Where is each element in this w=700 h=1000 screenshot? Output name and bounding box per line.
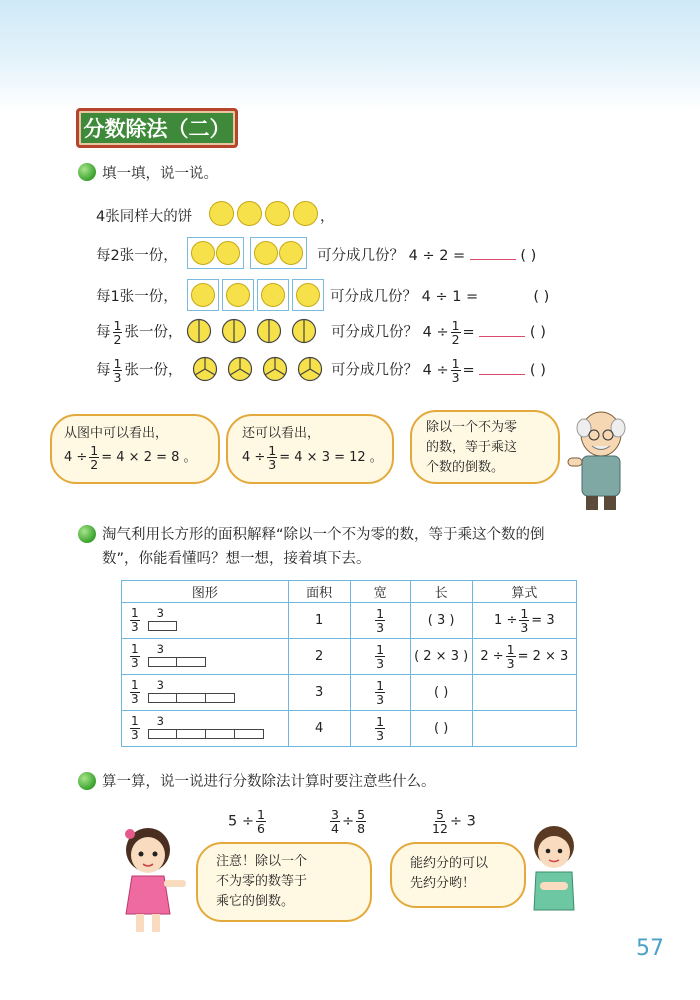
shape-cell xyxy=(122,639,289,675)
denominator: 3 xyxy=(376,728,385,743)
cake-icon xyxy=(191,283,215,307)
row4-prefix xyxy=(96,357,182,384)
denominator: 2 xyxy=(113,332,122,347)
row2-prefix: 每1张一份， xyxy=(96,289,178,305)
expr-text: 4 ÷ xyxy=(242,450,266,465)
denominator: 2 xyxy=(90,457,99,472)
bar-segment xyxy=(177,694,206,702)
bubble-expression xyxy=(64,444,218,471)
question-text: 可分成几份？ xyxy=(330,289,417,305)
lesson-title: 分数除法（二） xyxy=(76,108,238,148)
denominator: 3 xyxy=(131,692,139,706)
fraction xyxy=(267,444,277,471)
bullet-dot-icon xyxy=(78,163,96,181)
area-table xyxy=(121,580,577,747)
numerator: 5 xyxy=(357,807,366,822)
denominator: 3 xyxy=(520,620,529,635)
grandpa-teacher-illustration xyxy=(562,408,640,512)
denominator: 3 xyxy=(376,656,385,671)
expression: 4 ÷ xyxy=(422,362,449,379)
bar-segment xyxy=(177,730,206,738)
denominator: 3 xyxy=(113,370,122,385)
cake-icon xyxy=(293,201,318,226)
table-row xyxy=(122,639,577,675)
bar-length-label: 3 xyxy=(156,677,164,692)
fraction xyxy=(113,357,123,384)
intro-text: 4张同样大的饼 xyxy=(96,209,193,225)
numerator: 1 xyxy=(506,642,515,657)
rectangle-bar xyxy=(148,693,235,703)
problem-1[interactable] xyxy=(228,808,268,835)
shape-cell xyxy=(122,603,289,639)
length-cell[interactable]: ( ) xyxy=(410,675,472,711)
fraction xyxy=(130,607,140,634)
length-cell[interactable]: ( ) xyxy=(410,711,472,747)
shape-cell xyxy=(122,675,289,711)
row2-question xyxy=(330,285,549,306)
bubble-text: 先约分哟！ xyxy=(410,876,476,891)
fraction xyxy=(375,607,385,634)
formula-cell[interactable] xyxy=(472,711,576,747)
bar-segment xyxy=(149,694,178,702)
header-shape: 图形 xyxy=(122,581,289,603)
numerator: 3 xyxy=(331,807,339,822)
area-cell: 1 xyxy=(288,603,350,639)
table-row xyxy=(122,675,577,711)
expr-text: ÷ 3 xyxy=(449,813,476,830)
intro-comma: ， xyxy=(320,209,335,225)
fraction xyxy=(506,643,516,670)
numerator: 1 xyxy=(376,714,385,729)
answer-blank[interactable] xyxy=(479,323,525,337)
denominator: 3 xyxy=(506,656,515,671)
unit-paren: ( ) xyxy=(520,248,537,264)
cake-icon xyxy=(226,283,250,307)
denominator: 3 xyxy=(131,620,139,634)
formula-text: = 3 xyxy=(531,613,555,628)
area-cell: 4 xyxy=(288,711,350,747)
prefix-text: 张一份， xyxy=(124,362,183,379)
header-area: 面积 xyxy=(288,581,350,603)
third-cakes xyxy=(192,356,323,382)
numerator: 1 xyxy=(256,807,265,822)
rectangle-bar xyxy=(148,657,206,667)
speech-bubble xyxy=(226,414,394,484)
table-row xyxy=(122,603,577,639)
expr-text: = 4 × 3 = 12 。 xyxy=(279,450,383,465)
expr-text: = 4 × 2 = 8 。 xyxy=(101,450,197,465)
cake-icon xyxy=(237,201,262,226)
bubble-text: 从图中可以看出， xyxy=(64,426,169,441)
fraction xyxy=(451,319,461,346)
row4-question xyxy=(331,357,546,384)
numerator: 1 xyxy=(113,318,122,333)
header-width: 宽 xyxy=(350,581,410,603)
numerator: 1 xyxy=(520,606,529,621)
cake-icon xyxy=(191,241,215,265)
numerator: 1 xyxy=(376,678,385,693)
unit-paren: ( ) xyxy=(529,362,546,379)
numerator: 5 xyxy=(435,807,444,822)
half-cut-cake-icon xyxy=(291,318,317,344)
bubble-text: 除以一个不为零 xyxy=(426,420,518,435)
section3-heading: 算一算，说一说进行分数除法计算时要注意些什么。 xyxy=(102,774,436,790)
shape-cell xyxy=(122,711,289,747)
bubble-expression xyxy=(242,444,392,471)
fraction xyxy=(519,607,529,634)
numerator: 1 xyxy=(451,356,460,371)
prefix-text: 张一份， xyxy=(124,324,183,341)
fraction xyxy=(432,808,448,835)
denominator: 3 xyxy=(131,728,139,742)
bubble-text: 能约分的可以 xyxy=(410,856,489,871)
bubble-text: 的数，等于乘这 xyxy=(426,440,518,455)
row3-prefix xyxy=(96,319,182,346)
length-cell[interactable]: ( 3 ) xyxy=(410,603,472,639)
question-text: 可分成几份？ xyxy=(317,248,404,264)
cake-group xyxy=(257,279,289,311)
cake-group xyxy=(250,237,307,269)
problem-2[interactable] xyxy=(328,808,368,835)
fraction xyxy=(451,357,461,384)
bar-segment xyxy=(149,658,178,666)
cake-group xyxy=(222,279,254,311)
header-length: 长 xyxy=(410,581,472,603)
denominator: 12 xyxy=(432,821,448,836)
problem-3[interactable] xyxy=(430,808,476,835)
rectangle-bar xyxy=(148,729,264,739)
bar-segment xyxy=(149,730,178,738)
formula-cell[interactable] xyxy=(472,603,576,639)
formula-text: = 2 × 3 xyxy=(517,649,569,664)
unit-paren: ( ) xyxy=(529,324,546,341)
denominator: 3 xyxy=(131,656,139,670)
expression: = xyxy=(462,362,475,379)
denominator: 3 xyxy=(451,370,460,385)
width-cell xyxy=(350,711,410,747)
third-cut-cake-icon xyxy=(297,356,323,382)
fraction xyxy=(130,643,140,670)
width-cell xyxy=(350,603,410,639)
denominator: 6 xyxy=(256,821,265,836)
denominator: 3 xyxy=(376,620,385,635)
numerator: 1 xyxy=(131,606,139,620)
question-text: 可分成几份？ xyxy=(331,362,418,379)
fraction xyxy=(130,715,140,742)
fraction xyxy=(375,679,385,706)
bubble-text: 还可以看出， xyxy=(242,426,321,441)
numerator: 1 xyxy=(131,678,139,692)
speech-bubble xyxy=(390,842,526,908)
prefix-text: 每 xyxy=(96,324,111,341)
denominator: 4 xyxy=(331,821,339,836)
fraction xyxy=(256,808,266,835)
fraction xyxy=(89,444,99,471)
area-cell: 2 xyxy=(288,639,350,675)
formula-cell[interactable] xyxy=(472,675,576,711)
table-row xyxy=(122,711,577,747)
header-band xyxy=(0,0,700,110)
expression: 4 ÷ 2 = xyxy=(408,248,466,264)
fraction xyxy=(356,808,366,835)
answer-blank[interactable] xyxy=(470,246,516,260)
denominator: 2 xyxy=(451,332,460,347)
denominator: 3 xyxy=(268,457,277,472)
cake-icon xyxy=(216,241,240,265)
fraction xyxy=(130,679,140,706)
length-cell[interactable]: ( 2 × 3 ) xyxy=(410,639,472,675)
section1-heading: 填一填，说一说。 xyxy=(102,166,218,182)
bubble-text: 乘它的倒数。 xyxy=(216,894,295,909)
half-cut-cake-icon xyxy=(186,318,212,344)
cake-icon xyxy=(279,241,303,265)
numerator: 1 xyxy=(113,356,122,371)
bullet-dot-icon xyxy=(78,525,96,543)
rectangle-bar xyxy=(148,621,177,631)
bubble-text: 注意！除以一个 xyxy=(216,854,308,869)
cake-icon xyxy=(261,283,285,307)
bar-segment xyxy=(235,730,263,738)
row1-prefix: 每2张一份， xyxy=(96,248,178,264)
half-cakes xyxy=(186,318,317,344)
cake-icon xyxy=(209,201,234,226)
cake-icon xyxy=(265,201,290,226)
cake-group xyxy=(187,279,219,311)
half-cut-cake-icon xyxy=(256,318,282,344)
expr-text: 5 ÷ xyxy=(228,813,254,830)
area-cell: 3 xyxy=(288,675,350,711)
numerator: 1 xyxy=(376,606,385,621)
bubble-text: 不为零的数等于 xyxy=(216,874,308,889)
section2-line2: 数”，你能看懂吗？想一想，接着填下去。 xyxy=(102,551,371,567)
prefix-text: 每 xyxy=(96,362,111,379)
speech-bubble xyxy=(196,842,372,922)
bubble-text: 个数的倒数。 xyxy=(426,460,505,475)
rectangle-diagram xyxy=(148,714,288,744)
row1-question xyxy=(317,244,536,265)
numerator: 1 xyxy=(131,642,139,656)
expr-text: 4 ÷ xyxy=(64,450,88,465)
numerator: 1 xyxy=(376,642,385,657)
speech-bubble xyxy=(410,410,560,484)
bar-length-label: 3 xyxy=(156,713,164,728)
bar-length-label: 3 xyxy=(156,641,164,656)
girl-illustration xyxy=(110,822,194,938)
third-cut-cake-icon xyxy=(262,356,288,382)
cake-icon xyxy=(296,283,320,307)
expression: 4 ÷ 1 = xyxy=(421,289,479,305)
numerator: 1 xyxy=(90,443,99,458)
speech-bubble xyxy=(50,414,220,484)
expression: 4 ÷ xyxy=(422,324,449,341)
third-cut-cake-icon xyxy=(192,356,218,382)
bar-segment xyxy=(149,622,176,630)
question-text: 可分成几份？ xyxy=(331,324,418,341)
four-cakes xyxy=(209,201,318,226)
unit-paren: ( ) xyxy=(533,289,550,305)
fraction xyxy=(375,715,385,742)
section2-line1: 淘气利用长方形的面积解释“除以一个不为零的数，等于乘这个数的倒 xyxy=(102,527,545,543)
answer-blank[interactable] xyxy=(479,361,525,375)
cake-group xyxy=(292,279,324,311)
numerator: 1 xyxy=(451,318,460,333)
rectangle-diagram xyxy=(148,642,288,672)
fraction xyxy=(375,643,385,670)
rectangle-diagram xyxy=(148,678,288,708)
fraction xyxy=(113,319,123,346)
half-cut-cake-icon xyxy=(221,318,247,344)
cake-group xyxy=(187,237,244,269)
numerator: 1 xyxy=(131,714,139,728)
cake-icon xyxy=(254,241,278,265)
bar-segment xyxy=(206,730,235,738)
formula-cell[interactable] xyxy=(472,639,576,675)
bar-segment xyxy=(177,658,205,666)
expression: = xyxy=(462,324,475,341)
denominator: 8 xyxy=(357,821,366,836)
boy-illustration xyxy=(522,822,586,914)
width-cell xyxy=(350,675,410,711)
bar-segment xyxy=(206,694,234,702)
bar-length-label: 3 xyxy=(156,605,164,620)
third-cut-cake-icon xyxy=(227,356,253,382)
denominator: 3 xyxy=(376,692,385,707)
fraction xyxy=(330,808,340,835)
formula-text: 1 ÷ xyxy=(494,613,518,628)
page-number: 57 xyxy=(636,936,664,961)
width-cell xyxy=(350,639,410,675)
operator: ÷ xyxy=(341,813,355,830)
bullet-dot-icon xyxy=(78,772,96,790)
header-formula: 算式 xyxy=(472,581,576,603)
numerator: 1 xyxy=(268,443,277,458)
row3-question xyxy=(331,319,546,346)
rectangle-diagram xyxy=(148,606,288,636)
formula-text: 2 ÷ xyxy=(480,649,504,664)
